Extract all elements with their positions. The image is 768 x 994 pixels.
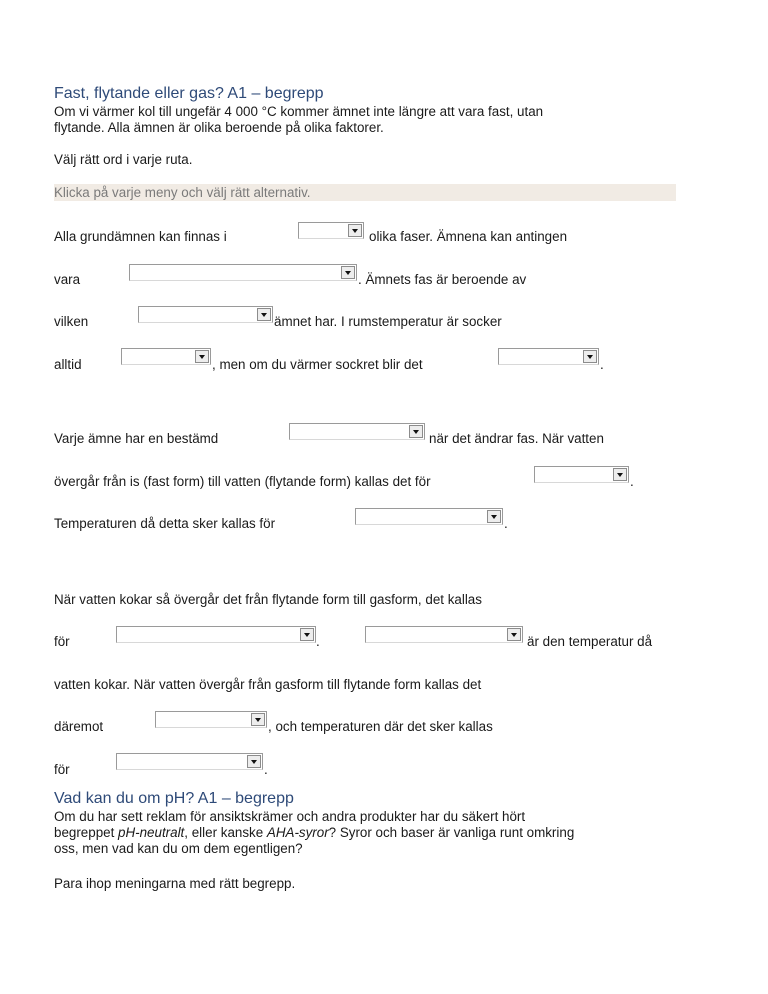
intro-line-1: Om vi värmer kol till ungefär 4 000 °C kommer ämnet inte längre att vara fast, utan	[54, 104, 544, 119]
intro-line-2: flytande. Alla ämnen är olika beroende på olika faktorer.	[54, 120, 384, 135]
fixed-temperature-dropdown[interactable]	[289, 423, 425, 440]
phase-count-dropdown[interactable]	[298, 222, 364, 239]
sentence-text: är den temperatur då	[527, 634, 653, 649]
sentence-text: , men om du värmer sockret blir det	[212, 357, 423, 372]
sentence-text: olika faser. Ämnena kan antingen	[369, 229, 568, 244]
dropdown-arrow-icon	[613, 468, 627, 481]
phase-options-dropdown[interactable]	[129, 264, 357, 281]
dropdown-arrow-icon	[487, 510, 501, 523]
ph-intro-line-2: begreppet pH-neutralt, eller kanske AHA-syror? Syror och baser är vanliga runt omkring	[54, 825, 575, 840]
aha-acids-term: AHA-syror	[266, 825, 329, 840]
ph-intro-line-3: oss, men vad kan du om dem egentligen?	[54, 841, 303, 856]
dropdown-arrow-icon	[341, 266, 355, 279]
sentence-text: vara	[54, 272, 81, 287]
dropdown-arrow-icon	[195, 350, 209, 363]
sentence-text: .	[264, 762, 268, 777]
dropdown-arrow-icon	[247, 755, 261, 768]
heated-sugar-dropdown[interactable]	[498, 348, 599, 365]
melting-term-dropdown[interactable]	[534, 466, 629, 483]
ph-instruction: Para ihop meningarna med rätt begrepp.	[54, 876, 296, 891]
dropdown-arrow-icon	[409, 425, 423, 438]
melting-point-dropdown[interactable]	[355, 508, 503, 525]
dropdown-arrow-icon	[300, 628, 314, 641]
sentence-text: .	[600, 357, 604, 372]
instruction-text: Välj rätt ord i varje ruta.	[54, 152, 193, 167]
condensation-term-dropdown[interactable]	[155, 711, 267, 728]
sentence-text: Alla grundämnen kan finnas i	[54, 229, 227, 244]
section-heading-phases: Fast, flytande eller gas? A1 – begrepp	[54, 85, 324, 102]
sentence-text: ämnet har. I rumstemperatur är socker	[274, 314, 502, 329]
sentence-text: för	[54, 634, 70, 649]
sentence-text: när det ändrar fas. När vatten	[429, 431, 604, 446]
sentence-text: däremot	[54, 719, 104, 734]
ph-intro-line-1: Om du har sett reklam för ansiktskrämer och andra produkter har du säkert hört	[54, 809, 526, 824]
sentence-text: övergår från is (fast form) till vatten (flytande form) kallas det för	[54, 474, 431, 489]
sentence-text: .	[316, 634, 320, 649]
boiling-point-dropdown[interactable]	[365, 626, 523, 643]
sentence-text: Temperaturen då detta sker kallas för	[54, 516, 276, 531]
dropdown-arrow-icon	[257, 308, 271, 321]
sentence-text: . Ämnets fas är beroende av	[358, 272, 527, 287]
ph-neutral-term: pH-neutralt	[118, 825, 185, 840]
sentence-text: .	[630, 474, 634, 489]
dropdown-arrow-icon	[251, 713, 265, 726]
sugar-state-dropdown[interactable]	[121, 348, 211, 365]
sentence-text: Varje ämne har en bestämd	[54, 431, 219, 446]
dropdown-arrow-icon	[583, 350, 597, 363]
boiling-term-dropdown[interactable]	[116, 626, 316, 643]
property-dropdown[interactable]	[138, 306, 273, 323]
section-heading-ph: Vad kan du om pH? A1 – begrepp	[54, 790, 294, 807]
instruction-note-bar: Klicka på varje meny och välj rätt alternativ.	[54, 184, 676, 201]
sentence-text: för	[54, 762, 70, 777]
sentence-text: .	[504, 516, 508, 531]
sentence-text: alltid	[54, 357, 82, 372]
sentence-text: , och temperaturen där det sker kallas	[268, 719, 493, 734]
sentence-text: vatten kokar. När vatten övergår från gasform till flytande form kallas det	[54, 677, 482, 692]
condensation-point-dropdown[interactable]	[116, 753, 263, 770]
dropdown-arrow-icon	[348, 224, 362, 237]
sentence-text: vilken	[54, 314, 89, 329]
sentence-text: När vatten kokar så övergår det från flytande form till gasform, det kallas	[54, 592, 482, 607]
dropdown-arrow-icon	[507, 628, 521, 641]
